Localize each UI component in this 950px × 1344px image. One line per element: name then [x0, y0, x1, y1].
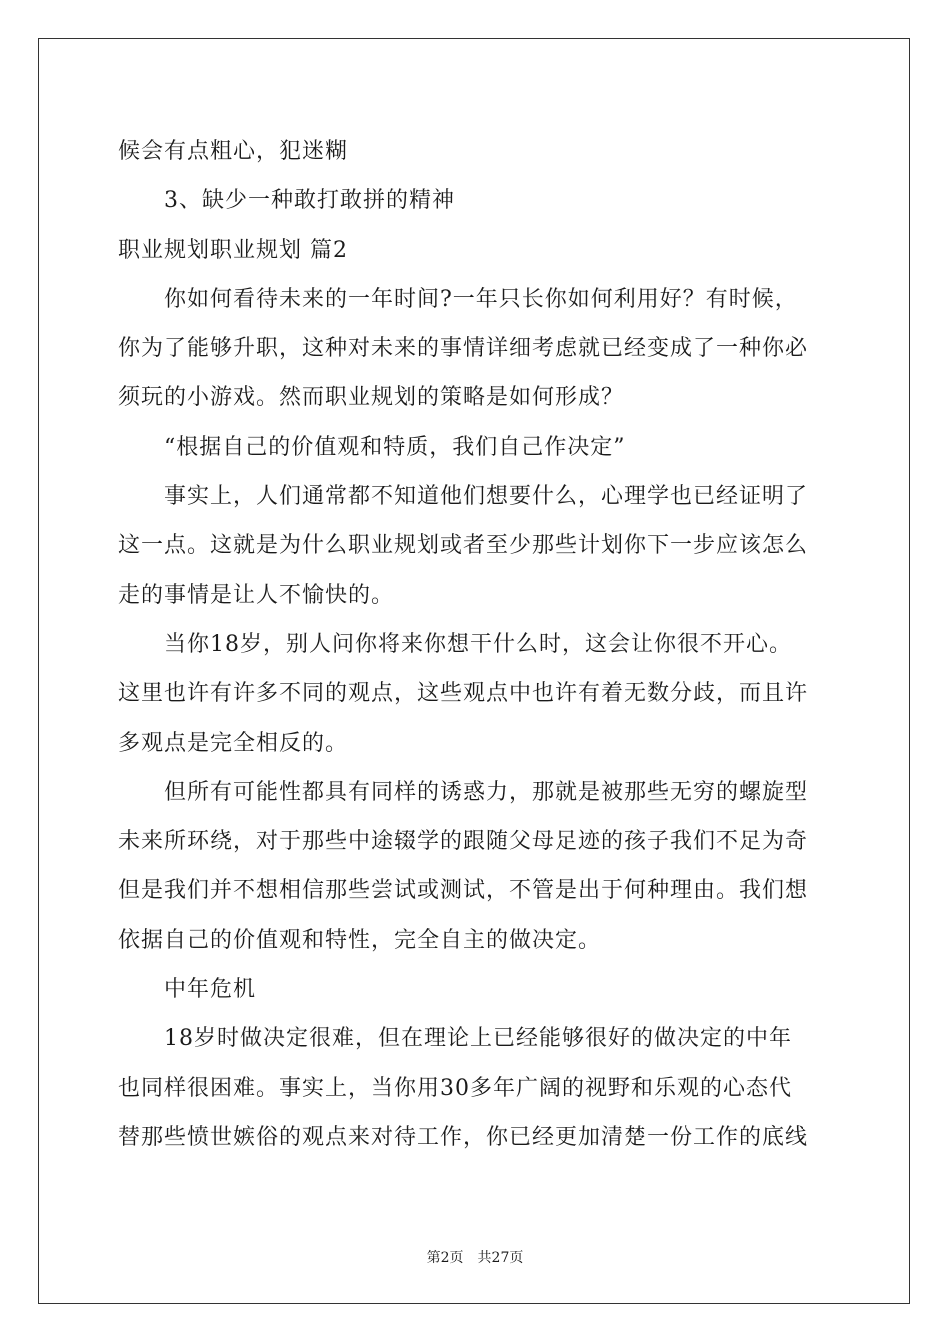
text-line: 也同样很困难。事实上，当你用30多年广阔的视野和乐观的心态代	[118, 1075, 792, 1101]
text-line: 替那些愤世嫉俗的观点来对待工作，你已经更加清楚一份工作的底线	[118, 1124, 809, 1150]
page-number: 第2页	[426, 1250, 464, 1266]
text-line: 须玩的小游戏。然而职业规划的策略是如何形成？	[118, 385, 625, 411]
text-line: 职业规划职业规划 篇2	[118, 237, 348, 263]
page-footer	[0, 1247, 950, 1267]
text-line: 这里也许有许多不同的观点，这些观点中也许有着无数分歧，而且许	[118, 681, 809, 707]
text-line: 但所有可能性都具有同样的诱惑力，那就是被那些无穷的螺旋型	[164, 779, 809, 805]
page-total: 共27页	[477, 1250, 524, 1266]
text-line: 依据自己的价值观和特性，完全自主的做决定。	[118, 927, 602, 953]
text-line: “根据自己的价值观和特质，我们自己作决定”	[164, 434, 626, 460]
text-line: 多观点是完全相反的。	[118, 730, 349, 756]
text-line: 候会有点粗心，犯迷糊	[118, 139, 349, 164]
text-line: 18岁时做决定很难，但在理论上已经能够很好的做决定的中年	[164, 1026, 792, 1052]
document-body	[118, 127, 838, 1162]
text-line: 你为了能够升职，这种对未来的事情详细考虑就已经变成了一种你必	[118, 336, 809, 362]
text-line: 你如何看待未来的一年时间?一年只长你如何利用好？有时候，	[164, 286, 798, 312]
text-line: 事实上，人们通常都不知道他们想要什么，心理学也已经证明了	[164, 484, 809, 510]
text-line: 中年危机	[164, 977, 257, 1003]
text-line: 但是我们并不想相信那些尝试或测试，不管是出于何种理由。我们想	[118, 878, 809, 904]
text-line: 3、缺少一种敢打敢拼的精神	[164, 188, 455, 214]
text-line: 当你18岁，别人问你将来你想干什么时，这会让你很不开心。	[164, 631, 792, 657]
text-line: 这一点。这就是为什么职业规划或者至少那些计划你下一步应该怎么	[118, 533, 809, 559]
text-line: 走的事情是让人不愉快的。	[118, 582, 395, 608]
text-line: 未来所环绕，对于那些中途辍学的跟随父母足迹的孩子我们不足为奇	[118, 829, 809, 855]
